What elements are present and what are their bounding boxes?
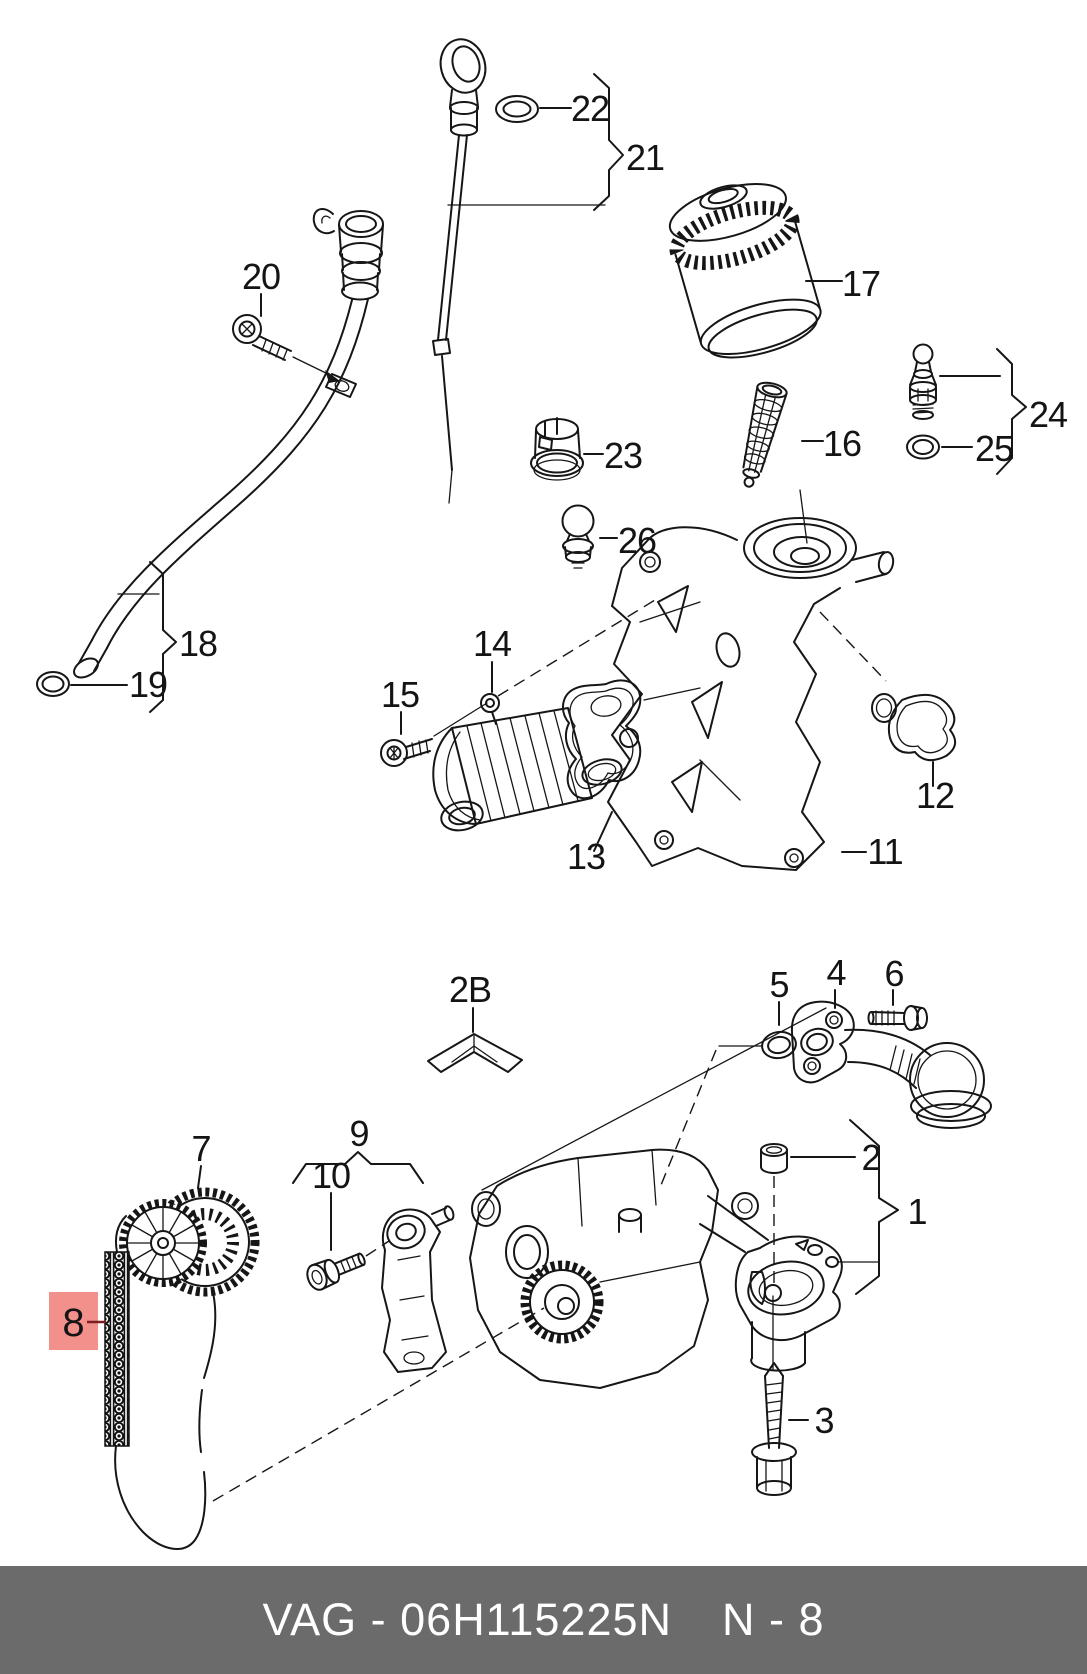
callout-26-label[interactable]: 26 [617, 520, 657, 561]
callout-13[interactable] [567, 812, 612, 877]
oil-cooler-drawing [433, 694, 592, 834]
seal-ring-19-drawing [37, 672, 69, 696]
callout-1[interactable] [839, 1120, 927, 1294]
seal-ring-25-drawing [907, 436, 939, 459]
guide-piece-2b-drawing [428, 1034, 522, 1072]
callout-7[interactable] [191, 1128, 210, 1188]
oil-pressure-valve-drawing [910, 345, 936, 420]
callout-11[interactable] [842, 831, 903, 872]
ball-stud-26-drawing [563, 506, 594, 569]
seal-ring-22-drawing [496, 96, 538, 122]
callout-12[interactable] [916, 762, 954, 816]
callout-20-label[interactable]: 20 [241, 256, 281, 297]
footer-part-number: VAG - 06H115225N [262, 1594, 673, 1645]
dipstick-drawing [433, 34, 491, 503]
callout-9-label[interactable]: 9 [349, 1113, 369, 1154]
screw-3-drawing [752, 1363, 796, 1495]
callout-24-label[interactable]: 24 [1028, 394, 1068, 435]
gasket-13-drawing [563, 680, 640, 798]
oil-pump-drawing [470, 1150, 842, 1388]
callout-25-label[interactable]: 25 [974, 428, 1014, 469]
bolt-10-drawing [304, 1241, 389, 1293]
callout-4-label[interactable]: 4 [826, 952, 846, 993]
footer-bar [0, 1566, 1087, 1674]
callout-7-label[interactable]: 7 [191, 1128, 211, 1169]
callout-8-label[interactable]: 8 [62, 1301, 84, 1345]
dowel-2-drawing [761, 1144, 787, 1173]
assembly-axis [773, 1176, 774, 1370]
bolt-20-drawing [233, 315, 340, 383]
callout-2-label[interactable]: 2 [861, 1137, 881, 1178]
callout-25[interactable] [942, 428, 1013, 469]
callout-15-label[interactable]: 15 [380, 674, 420, 715]
callout-3-label[interactable]: 3 [814, 1400, 834, 1441]
callout-6-label[interactable]: 6 [884, 953, 904, 994]
callout-21-label[interactable]: 21 [625, 137, 665, 178]
suction-pipe-drawing [792, 1002, 991, 1128]
callout-19[interactable] [71, 664, 167, 705]
callout-16[interactable] [802, 423, 861, 464]
callout-3[interactable] [789, 1400, 834, 1441]
callout-15[interactable] [381, 674, 419, 734]
callout-21[interactable] [448, 74, 664, 210]
callout-16-label[interactable]: 16 [822, 423, 862, 464]
oil-filter-drawing [661, 170, 827, 369]
callout-12-label[interactable]: 12 [915, 775, 955, 816]
gasket-12-drawing [872, 694, 955, 760]
callout-2b[interactable] [449, 969, 491, 1032]
callout-1-label[interactable]: 1 [907, 1191, 927, 1232]
callout-23[interactable] [584, 435, 642, 476]
callout-5-label[interactable]: 5 [769, 964, 789, 1005]
footer-page-ref: N - 8 [722, 1594, 825, 1645]
sprocket-drawing [123, 1192, 255, 1292]
callout-2b-label[interactable]: 2B [448, 969, 492, 1010]
callout-18-label[interactable]: 18 [178, 623, 218, 664]
callout-22[interactable] [540, 88, 609, 129]
filter-bracket-housing-drawing [608, 518, 895, 870]
callout-22-label[interactable]: 22 [570, 88, 610, 129]
callout-2[interactable] [791, 1137, 881, 1178]
callout-19-label[interactable]: 19 [128, 664, 168, 705]
callout-4[interactable] [826, 952, 845, 1008]
callout-10[interactable] [312, 1155, 350, 1250]
callout-17-label[interactable]: 17 [841, 263, 881, 304]
callout-23-label[interactable]: 23 [603, 435, 643, 476]
callout-6[interactable] [884, 953, 903, 1005]
cap-23-drawing [531, 418, 583, 480]
callout-13-label[interactable]: 13 [566, 836, 606, 877]
guide-tube-drawing [71, 209, 383, 681]
highlighted-callout-8[interactable] [49, 1292, 106, 1350]
callout-11-label[interactable]: 11 [867, 831, 903, 872]
callout-10-label[interactable]: 10 [311, 1155, 351, 1196]
callout-14-label[interactable]: 14 [472, 623, 512, 664]
tensioner-arm-drawing [382, 1205, 455, 1372]
bolt-6-drawing [869, 1006, 928, 1030]
callout-20[interactable] [242, 256, 280, 316]
callout-14[interactable] [473, 623, 511, 692]
